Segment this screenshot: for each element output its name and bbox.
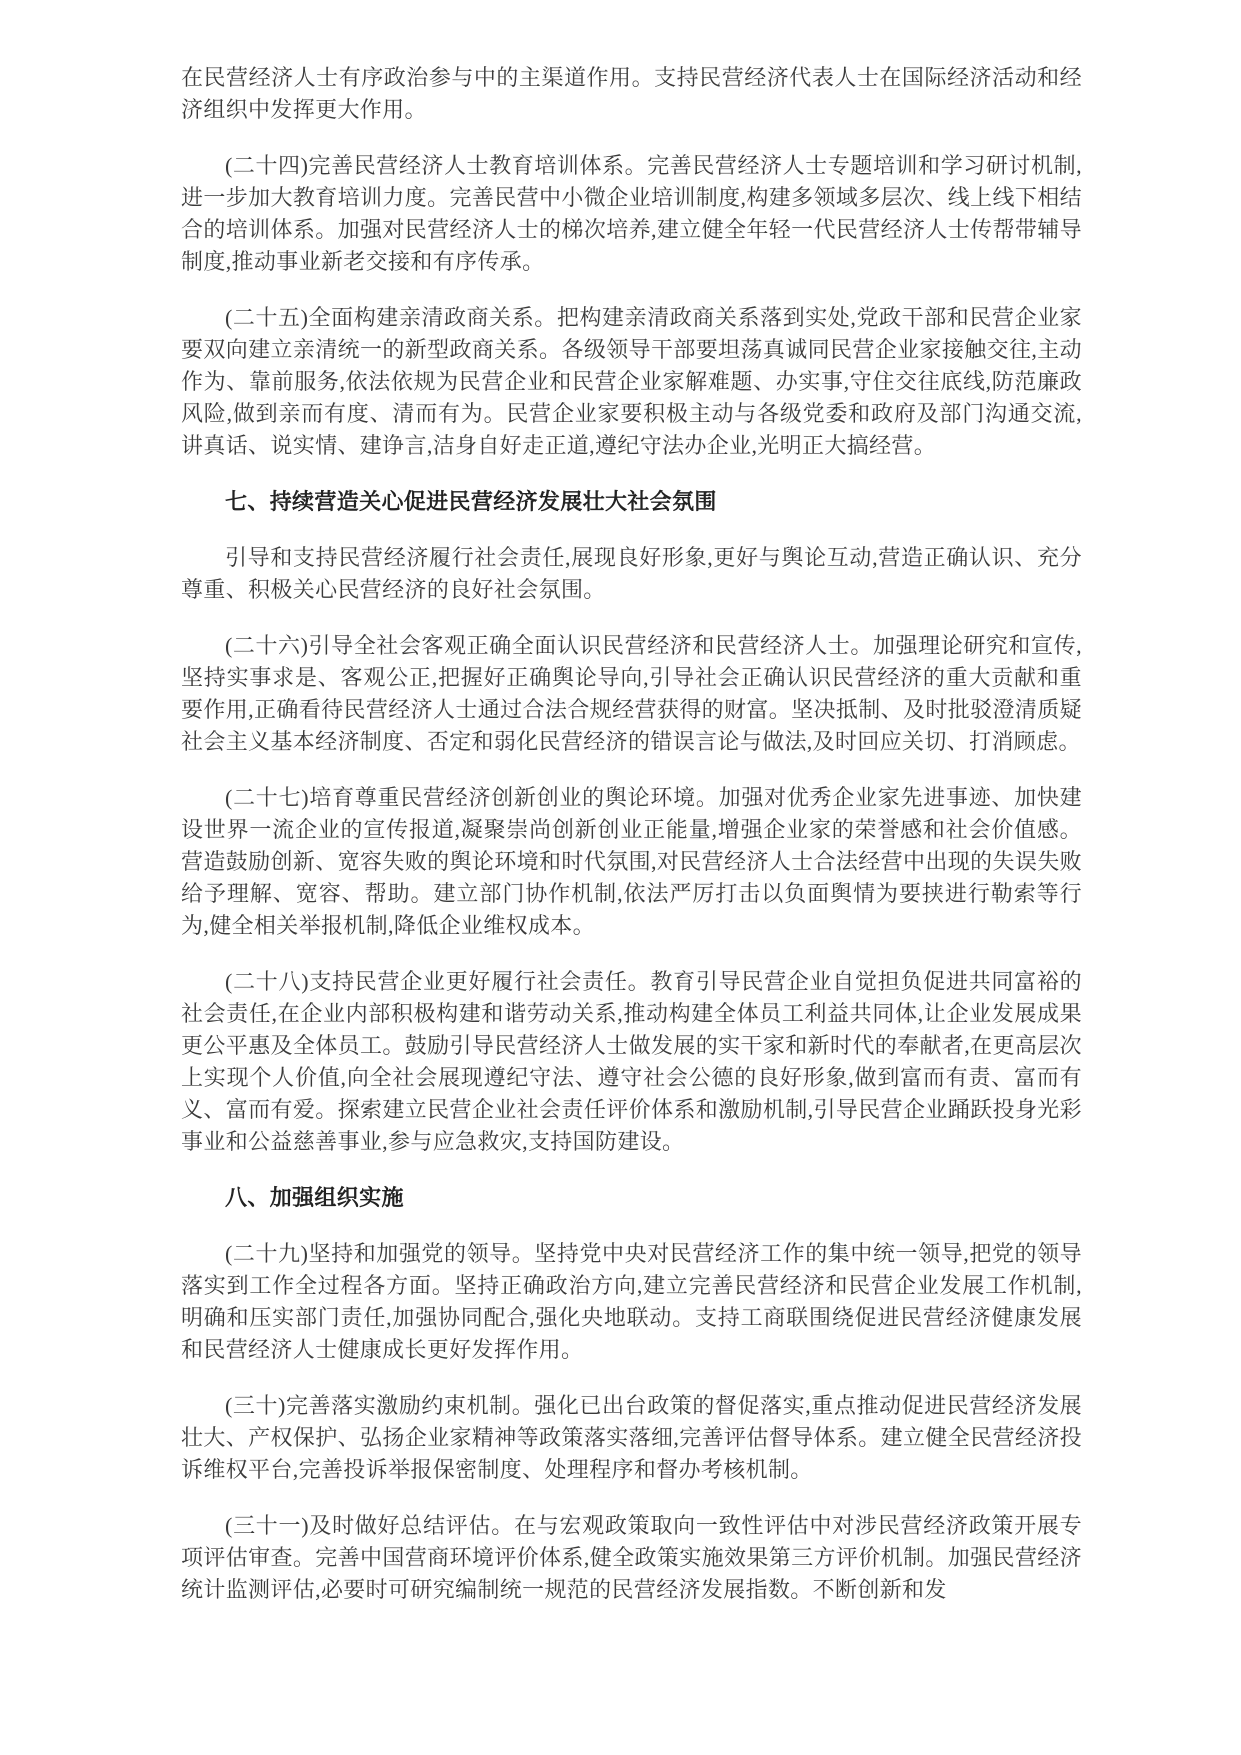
body-paragraph: (二十五)全面构建亲清政商关系。把构建亲清政商关系落到实处,党政干部和民营企业家要双向建立亲清统一的新型政商关系。各级领导干部要坦荡真诚同民营企业家接触交往,主动作为、靠前服务,依法依规为民营企业和民营企业家解难题、办实事,守住交往底线,防范廉政风险,做到亲而有度、清而有为。民营企业家要积极主动与各级党委和政府及部门沟通交流,讲真话、说实情、建诤言,洁身自好走正道,遵纪守法办企业,光明正大搞经营。 [181, 305, 1082, 458]
body-paragraph: (二十六)引导全社会客观正确全面认识民营经济和民营经济人士。加强理论研究和宣传,坚持实事求是、客观公正,把握好正确舆论导向,引导社会正确认识民营经济的重大贡献和重要作用,正确看待民营经济人士通过合法合规经营获得的财富。坚决抵制、及时批驳澄清质疑社会主义基本经济制度、否定和弱化民营经济的错误言论与做法,及时回应关切、打消顾虑。 [181, 633, 1082, 754]
body-paragraph: (二十四)完善民营经济人士教育培训体系。完善民营经济人士专题培训和学习研讨机制,进一步加大教育培训力度。完善民营中小微企业培训制度,构建多领域多层次、线上线下相结合的培训体系。加强对民营经济人士的梯次培养,建立健全年轻一代民营经济人士传帮带辅导制度,推动事业新老交接和有序传承。 [181, 153, 1082, 274]
body-paragraph: 在民营经济人士有序政治参与中的主渠道作用。支持民营经济代表人士在国际经济活动和经济组织中发挥更大作用。 [181, 65, 1082, 122]
body-paragraph: 引导和支持民营经济履行社会责任,展现良好形象,更好与舆论互动,营造正确认识、充分尊重、积极关心民营经济的良好社会氛围。 [181, 545, 1082, 602]
document-content [181, 62, 1082, 1630]
section-heading: 七、持续营造关心促进民营经济发展壮大社会氛围 [225, 489, 717, 514]
body-paragraph: (二十七)培育尊重民营经济创新创业的舆论环境。加强对优秀企业家先进事迹、加快建设世界一流企业的宣传报道,凝聚崇尚创新创业正能量,增强企业家的荣誉感和社会价值感。营造鼓励创新、宽容失败的舆论环境和时代氛围,对民营经济人士合法经营中出现的失误失败给予理解、宽容、帮助。建立部门协作机制,依法严厉打击以负面舆情为要挟进行勒索等行为,健全相关举报机制,降低企业维权成本。 [181, 785, 1082, 938]
body-paragraph: (二十九)坚持和加强党的领导。坚持党中央对民营经济工作的集中统一领导,把党的领导落实到工作全过程各方面。坚持正确政治方向,建立完善民营经济和民营企业发展工作机制,明确和压实部门责任,加强协同配合,强化央地联动。支持工商联围绕促进民营经济健康发展和民营经济人士健康成长更好发挥作用。 [181, 1241, 1082, 1362]
body-paragraph: (三十一)及时做好总结评估。在与宏观政策取向一致性评估中对涉民营经济政策开展专项评估审查。完善中国营商环境评价体系,健全政策实施效果第三方评价机制。加强民营经济统计监测评估,必要时可研究编制统一规范的民营经济发展指数。不断创新和发 [181, 1513, 1082, 1602]
body-paragraph: (二十八)支持民营企业更好履行社会责任。教育引导民营企业自觉担负促进共同富裕的社会责任,在企业内部积极构建和谐劳动关系,推动构建全体员工利益共同体,让企业发展成果更公平惠及全体员工。鼓励引导民营经济人士做发展的实干家和新时代的奉献者,在更高层次上实现个人价值,向全社会展现遵纪守法、遵守社会公德的良好形象,做到富而有责、富而有义、富而有爱。探索建立民营企业社会责任评价体系和激励机制,引导民营企业踊跃投身光彩事业和公益慈善事业,参与应急救灾,支持国防建设。 [181, 969, 1082, 1154]
body-paragraph: (三十)完善落实激励约束机制。强化已出台政策的督促落实,重点推动促进民营经济发展壮大、产权保护、弘扬企业家精神等政策落实落细,完善评估督导体系。建立健全民营经济投诉维权平台,完善投诉举报保密制度、处理程序和督办考核机制。 [181, 1393, 1082, 1482]
section-heading: 八、加强组织实施 [225, 1185, 404, 1210]
